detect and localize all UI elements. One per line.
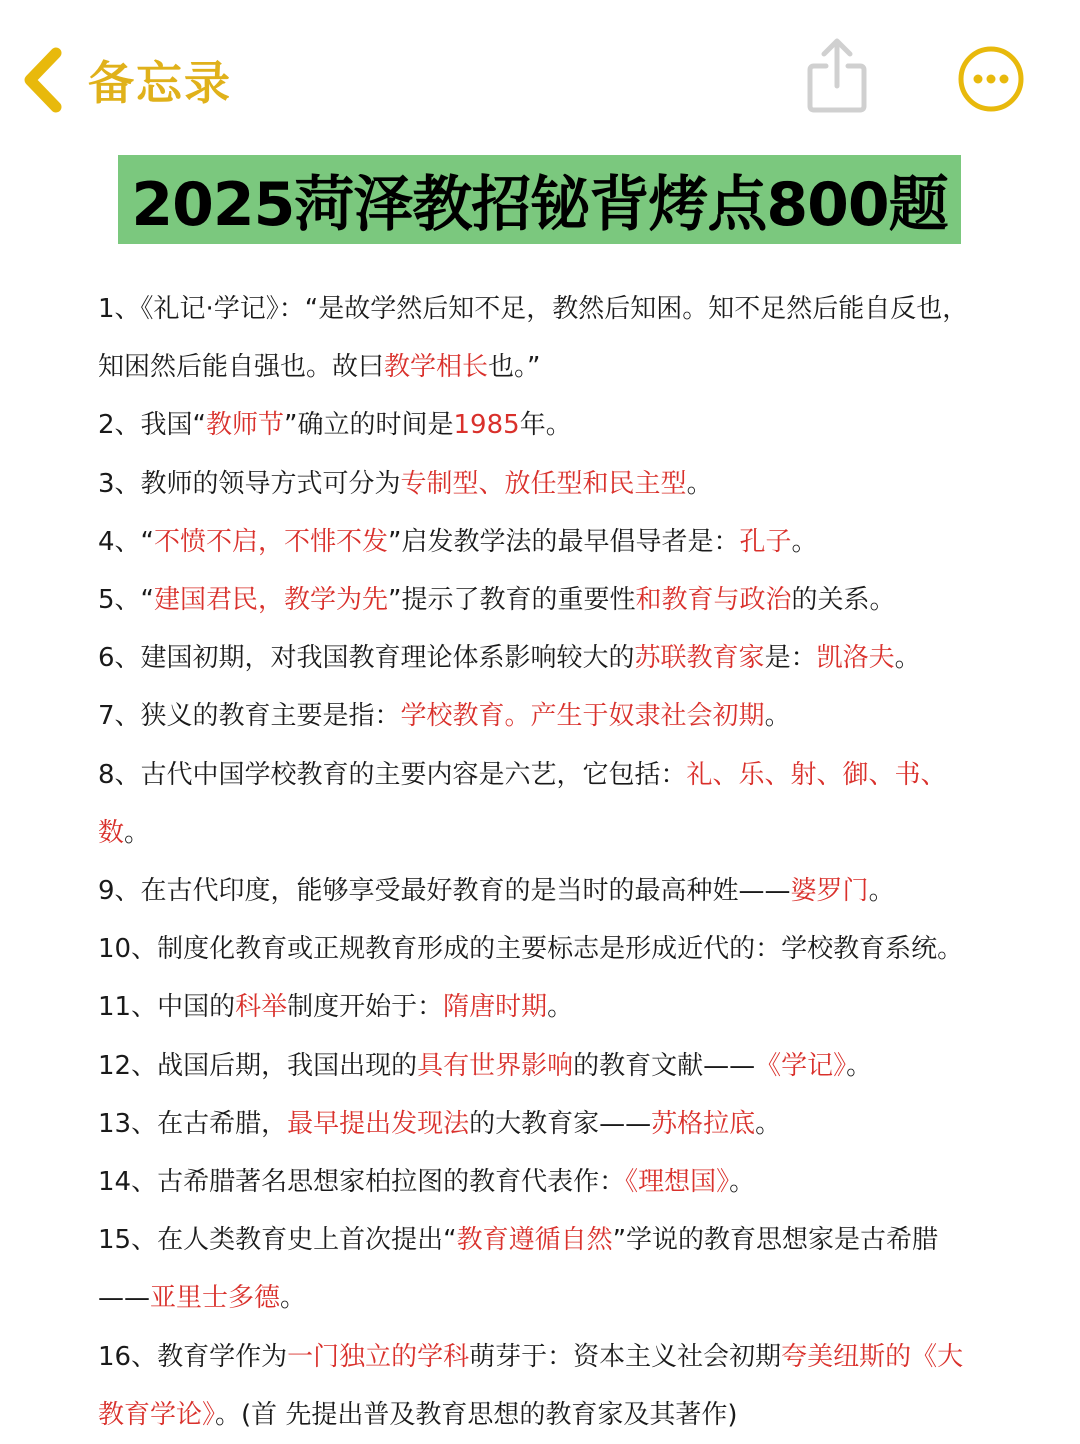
note-text: 10、制度化教育或正规教育形成的主要标志是形成近代的：学校教育系统。 (98, 934, 964, 965)
note-item (98, 920, 978, 978)
note-text: 12、战国后期，我国出现的 (98, 1050, 418, 1081)
highlighted-text: 婆罗门 (790, 876, 869, 907)
highlighted-text: 苏联教育家 (634, 643, 765, 674)
note-text: 5、“ (98, 585, 155, 616)
note-text: 。 (686, 468, 713, 499)
note-text: 11、中国的 (98, 992, 236, 1023)
share-icon (804, 36, 870, 114)
note-item (98, 1095, 978, 1153)
note-item (98, 513, 978, 571)
note-text: ”学说的教育思想家是古希腊—— (98, 1225, 939, 1314)
note-item (98, 396, 978, 454)
note-text: 是： (764, 643, 817, 674)
share-button[interactable] (804, 36, 870, 114)
note-item (98, 1153, 978, 1211)
note-text: 16、教育学作为 (98, 1341, 288, 1372)
highlighted-text: 教育遵循自然 (456, 1225, 613, 1256)
highlighted-text: 《理想国》 (625, 1167, 730, 1198)
note-text: 。 (791, 526, 818, 557)
note-item (98, 978, 978, 1036)
note-item (98, 280, 978, 396)
note-text: 制度开始于： (287, 992, 444, 1023)
highlighted-text: 教师节 (206, 410, 285, 441)
highlighted-text: 学校教育。产生于奴隶社会初期 (400, 701, 765, 732)
more-button[interactable] (956, 44, 1026, 114)
highlighted-text: 孔子 (739, 526, 792, 557)
note-text: 。 (846, 1050, 873, 1081)
title-banner (118, 155, 961, 244)
note-text: 9、在古代印度，能够享受最好教育的是当时的最高种姓—— (98, 876, 791, 907)
highlighted-text: 隋唐时期 (443, 992, 548, 1023)
note-text: 3、教师的领导方式可分为 (98, 468, 401, 499)
highlighted-text: 最早提出发现法 (287, 1108, 470, 1139)
note-text: ”启发教学法的最早倡导者是： (388, 526, 740, 557)
back-label: 备忘录 (88, 56, 232, 110)
note-text: 。 (124, 817, 151, 848)
note-text: 14、古希腊著名思想家柏拉图的教育代表作： (98, 1167, 626, 1198)
note-text: ”确立的时间是 (284, 410, 454, 441)
highlighted-text: 礼、乐、射、御、书、数 (98, 759, 947, 848)
note-item (98, 1328, 978, 1444)
note-text: 萌芽于：资本主义社会初期 (469, 1341, 782, 1372)
highlighted-text: 教学相长 (384, 352, 489, 383)
highlighted-text: 科举 (235, 992, 288, 1023)
note-item (98, 629, 978, 687)
note-text: 。 (547, 992, 574, 1023)
note-text: 。 (729, 1167, 756, 1198)
more-icon (956, 44, 1026, 114)
note-item (98, 687, 978, 745)
note-text: 。 (868, 876, 895, 907)
note-item (98, 862, 978, 920)
note-item (98, 1211, 978, 1327)
note-body (98, 280, 978, 1444)
nav-bar (0, 0, 1080, 150)
note-item (98, 455, 978, 513)
note-text: 年。 (519, 410, 572, 441)
note-text: 7、狭义的教育主要是指： (98, 701, 401, 732)
note-text: 13、在古希腊， (98, 1108, 288, 1139)
note-text: 。(首 先提出普及教育思想的教育家及其著作) (215, 1399, 738, 1430)
highlighted-text: 不愤不启，不悱不发 (154, 526, 389, 557)
note-item (98, 571, 978, 629)
highlighted-text: 凯洛夫 (816, 643, 895, 674)
highlighted-text: 《学记》 (755, 1050, 847, 1081)
page-title: 2025菏泽教招铋背烤点800题 (131, 169, 948, 240)
highlighted-text: 建国君民，教学为先 (154, 585, 389, 616)
highlighted-text: 亚里士多德 (150, 1283, 281, 1314)
note-text: 的大教育家—— (469, 1108, 652, 1139)
back-button[interactable] (18, 40, 232, 120)
note-text: 也。” (488, 352, 541, 383)
note-text: 2、我国“ (98, 410, 207, 441)
note-text: ”提示了教育的重要性 (388, 585, 636, 616)
highlighted-text: 一门独立的学科 (287, 1341, 470, 1372)
chevron-left-icon (18, 45, 66, 115)
note-text: 。 (280, 1283, 307, 1314)
note-text: 6、建国初期，对我国教育理论体系影响较大的 (98, 643, 635, 674)
highlighted-text: 夸美纽斯的《大教育学论》 (98, 1341, 964, 1430)
note-text: 。 (764, 701, 791, 732)
note-text: 的关系。 (791, 585, 896, 616)
note-text: 1、《礼记·学记》：“是故学然后知不足，教然后知困。知不足然后能自反也，知困然后能自强也。故曰 (98, 294, 969, 383)
note-text: 的教育文献—— (573, 1050, 756, 1081)
highlighted-text: 专制型、放任型和民主型 (400, 468, 687, 499)
highlighted-text: 苏格拉底 (651, 1108, 756, 1139)
note-text: 15、在人类教育史上首次提出“ (98, 1225, 457, 1256)
note-text: 。 (755, 1108, 782, 1139)
note-text: 。 (894, 643, 921, 674)
note-item (98, 746, 978, 862)
highlighted-text: 具有世界影响 (417, 1050, 574, 1081)
highlighted-text: 1985 (453, 410, 520, 441)
note-text: 4、“ (98, 526, 155, 557)
note-item (98, 1037, 978, 1095)
note-text: 8、古代中国学校教育的主要内容是六艺，它包括： (98, 759, 687, 790)
highlighted-text: 和教育与政治 (635, 585, 792, 616)
